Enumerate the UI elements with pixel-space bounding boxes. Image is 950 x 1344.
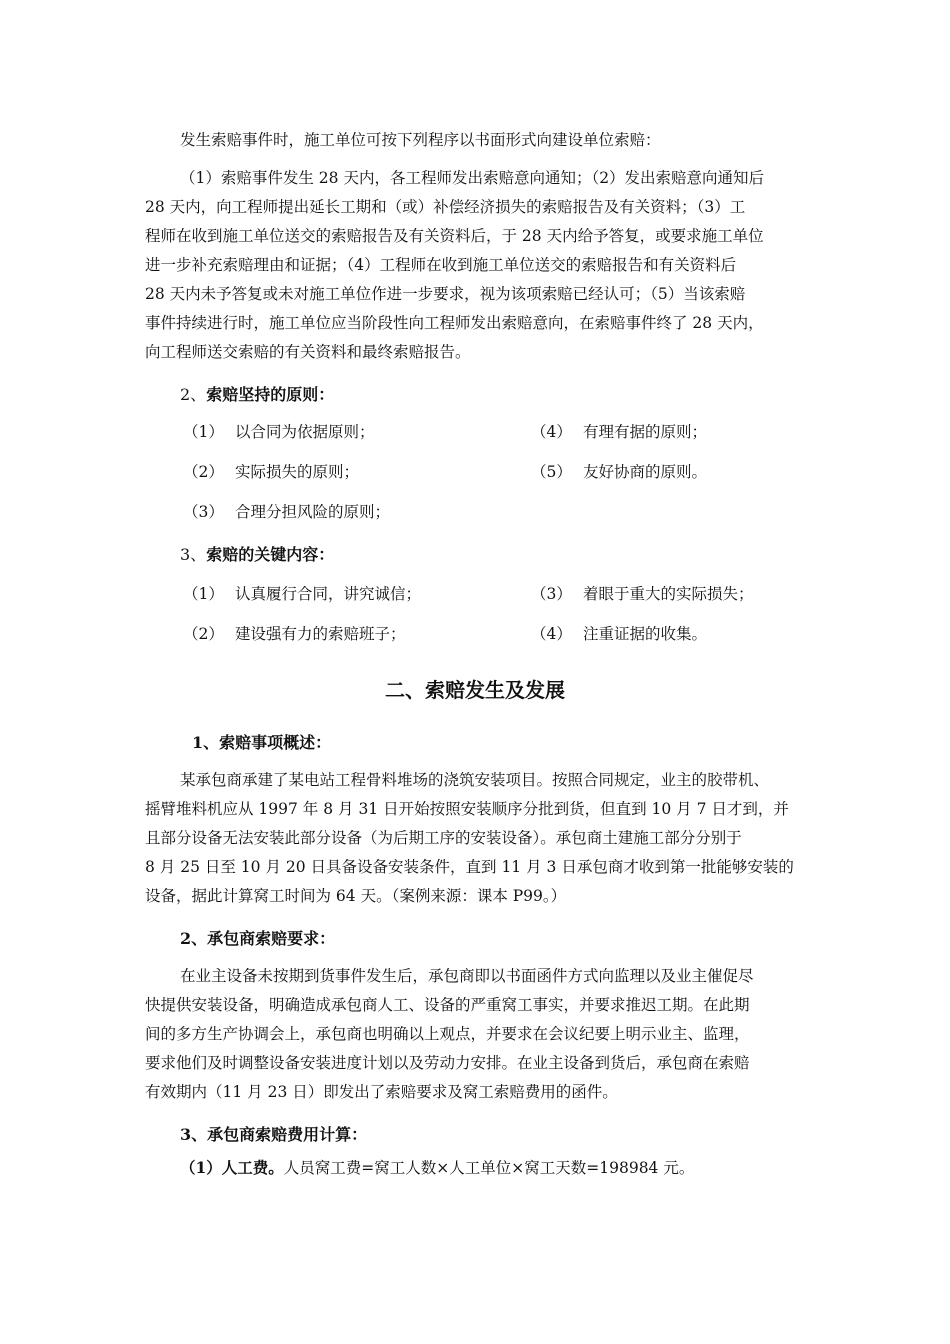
overview-line: 8 月 25 日至 10 月 20 日具备设备安装条件，直到 11 月 3 日承包商才收到第一批能够安装的 bbox=[145, 858, 794, 876]
item-text: 友好协商的原则。 bbox=[583, 463, 708, 481]
procedure-line: （1）索赔事件发生 28 天内，各工程师发出索赔意向通知；（2）发出索赔意向通知后 bbox=[180, 169, 765, 187]
list-item bbox=[531, 420, 707, 442]
item-text: 建设强有力的索赔班子； bbox=[235, 625, 406, 643]
section-title: 二、索赔发生及发展 bbox=[385, 678, 565, 702]
item-text: 着眼于重大的实际损失； bbox=[583, 585, 754, 603]
list-item bbox=[531, 622, 707, 644]
claim-request-heading: 2、承包商索赔要求： bbox=[180, 929, 336, 948]
procedure-line: 28 天内，向工程师提出延长工期和（或）补偿经济损失的索赔报告及有关资料；（3）工 bbox=[145, 198, 746, 216]
key-content-heading-text: 索赔的关键内容： bbox=[206, 545, 335, 564]
overview-line: 摇臂堆料机应从 1997 年 8 月 31 日开始按照安装顺序分批到货，但直到 10 月 7 日才到，并 bbox=[145, 800, 789, 818]
item-number: （2） bbox=[183, 625, 224, 643]
list-item bbox=[183, 420, 375, 442]
procedure-line: 进一步补充索赔理由和证据；（4）工程师在收到施工单位送交的索赔报告和有关资料后 bbox=[145, 256, 737, 274]
item-number: （1） bbox=[183, 423, 224, 441]
item-number: （1） bbox=[183, 585, 224, 603]
labor-cost-item bbox=[180, 1154, 694, 1183]
item-text: 有理有据的原则； bbox=[583, 423, 708, 441]
claim-request-line: 快提供安装设备，明确造成承包商人工、设备的严重窝工事实，并要求推迟工期。在此期 bbox=[145, 996, 750, 1014]
item-text: 注重证据的收集。 bbox=[583, 625, 708, 643]
item-number: （2） bbox=[183, 463, 224, 481]
item-number: （5） bbox=[531, 463, 572, 481]
procedure-line: 28 天内未予答复或未对施工单位作进一步要求，视为该项索赔已经认可；（5）当该索赔 bbox=[145, 285, 746, 303]
claim-request-line: 间的多方生产协调会上，承包商也明确以上观点，并要求在会议纪要上明示业主、监理， bbox=[145, 1025, 750, 1043]
cost-calc-heading: 3、承包商索赔费用计算： bbox=[180, 1125, 368, 1144]
overview-line: 设备，据此计算窝工时间为 64 天。（案例来源：课本 P99。） bbox=[145, 887, 567, 905]
list-item bbox=[183, 500, 390, 522]
overview-line: 且部分设备无法安装此部分设备（为后期工序的安装设备）。承包商土建施工部分分别于 bbox=[145, 829, 742, 847]
principles-heading-number: 2、 bbox=[180, 385, 207, 404]
claim-request-line: 有效期内（11 月 23 日）即发出了索赔要求及窝工索赔费用的函件。 bbox=[145, 1083, 618, 1101]
list-item bbox=[183, 582, 421, 604]
procedure-line: 程师在收到施工单位送交的索赔报告及有关资料后，于 28 天内给予答复，或要求施工单位 bbox=[145, 227, 764, 245]
item-number: （3） bbox=[531, 585, 572, 603]
item-text: 以合同为依据原则； bbox=[235, 423, 375, 441]
overview-heading: 1、索赔事项概述： bbox=[192, 733, 332, 752]
list-item bbox=[183, 622, 406, 644]
principles-heading-text: 索赔坚持的原则： bbox=[206, 385, 335, 404]
key-content-heading-number: 3、 bbox=[180, 545, 207, 564]
claim-request-line: 要求他们及时调整设备安装进度计划以及劳动力安排。在业主设备到货后，承包商在索赔 bbox=[145, 1054, 750, 1072]
item-text: 合理分担风险的原则； bbox=[235, 503, 391, 521]
labor-cost-text: 人员窝工费=窝工人数×人工单位×窝工天数=198984 元。 bbox=[283, 1159, 695, 1177]
procedure-line: 向工程师送交索赔的有关资料和最终索赔报告。 bbox=[145, 343, 471, 361]
item-text: 实际损失的原则； bbox=[235, 463, 360, 481]
item-number: （4） bbox=[531, 423, 572, 441]
list-item bbox=[531, 582, 754, 604]
item-number: （3） bbox=[183, 503, 224, 521]
labor-cost-label: （1）人工费。 bbox=[180, 1158, 284, 1177]
list-item bbox=[531, 460, 707, 482]
item-number: （4） bbox=[531, 625, 572, 643]
procedure-line: 事件持续进行时，施工单位应当阶段性向工程师发出索赔意向，在索赔事件终了 28 天内， bbox=[145, 314, 764, 332]
key-content-heading bbox=[180, 542, 334, 565]
principles-heading bbox=[180, 382, 334, 405]
intro-paragraph: 发生索赔事件时，施工单位可按下列程序以书面形式向建设单位索赔： bbox=[180, 131, 661, 149]
list-item bbox=[183, 460, 359, 482]
item-text: 认真履行合同，讲究诚信； bbox=[235, 585, 422, 603]
claim-request-line: 在业主设备未按期到货事件发生后，承包商即以书面函件方式向监理以及业主催促尽 bbox=[180, 967, 754, 985]
overview-line: 某承包商承建了某电站工程骨料堆场的浇筑安装项目。按照合同规定，业主的胶带机、 bbox=[180, 771, 770, 789]
